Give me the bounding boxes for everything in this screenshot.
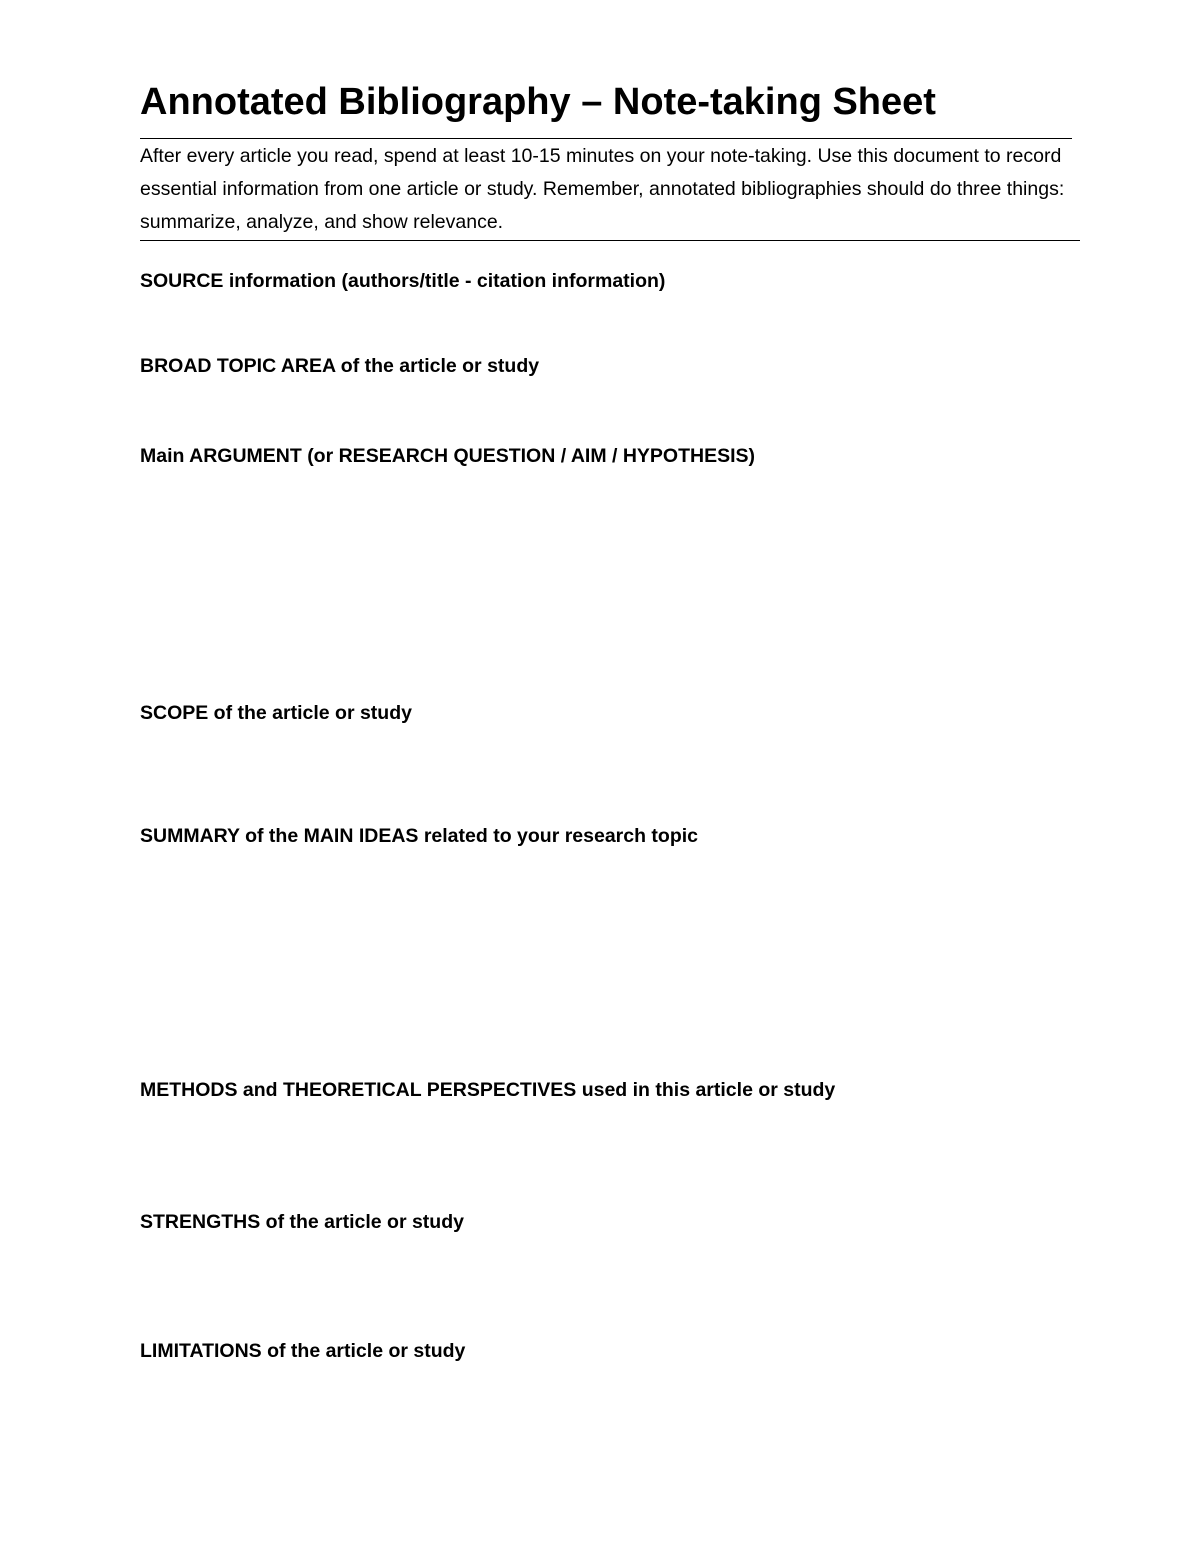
field-label-methods: METHODS and THEORETICAL PERSPECTIVES used in this article or study — [140, 1079, 836, 1101]
field-label-limitations: LIMITATIONS of the article or study — [140, 1340, 466, 1362]
field-label-strengths: STRENGTHS of the article or study — [140, 1211, 464, 1233]
intro-paragraph: After every article you read, spend at least 10-15 minutes on your note-taking. Use this document to record essential information from one article or study. Remember, annotated bibliographies should do three things: summarize, analyze, and show relevance. — [140, 145, 1065, 233]
field-label-scope: SCOPE of the article or study — [140, 702, 412, 724]
field-label-source: SOURCE information (authors/title - citation information) — [140, 270, 666, 292]
page-title: Annotated Bibliography – Note-taking Sheet — [140, 81, 936, 123]
field-label-main-argument: Main ARGUMENT (or RESEARCH QUESTION / AIM / HYPOTHESIS) — [140, 445, 756, 467]
field-label-broad-topic: BROAD TOPIC AREA of the article or study — [140, 355, 540, 377]
title-divider — [140, 138, 1072, 139]
intro-divider — [140, 240, 1080, 241]
field-label-summary: SUMMARY of the MAIN IDEAS related to your research topic — [140, 825, 699, 847]
